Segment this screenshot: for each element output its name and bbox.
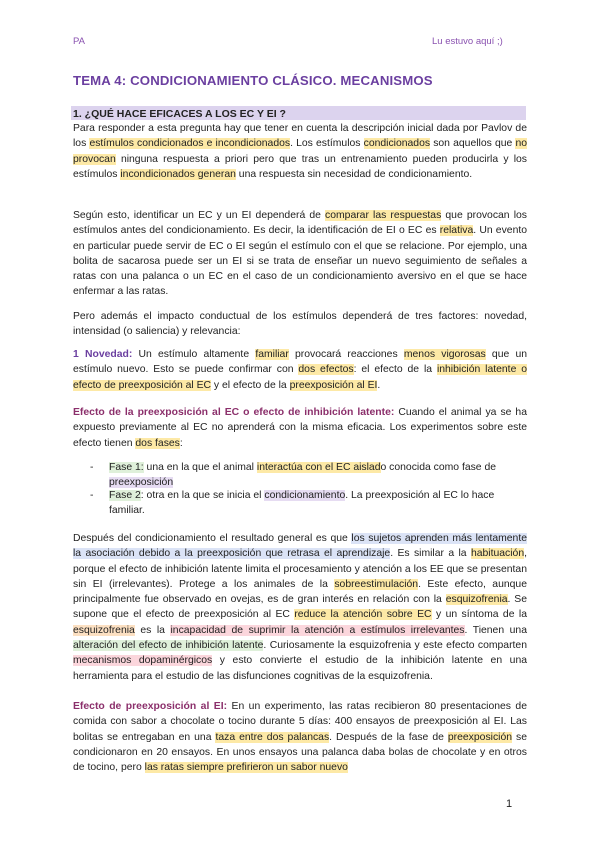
highlight: Fase 1: [109,462,144,473]
bullet-dash: - [90,462,94,473]
highlight: alteración del efecto de inhibición latente [73,640,264,652]
highlight: esquizofrenia [73,624,135,636]
highlight: condicionamiento [264,490,346,501]
list-item-fase-1: Fase 1: una en la que el animal interactúa con el EC aislado conocida como fase de preexposición [109,462,497,489]
highlight: preexposición al EI [289,379,378,391]
paragraph-novedad: 1 Novedad: Un estímulo altamente familiar provocará reacciones menos vigorosas que un estímulo nuevo. Esto se puede confirmar con dos efectos: el efecto de la inhibición latente o efecto de preexposición al EC y el efecto de la preexposición al EI. [73,349,528,391]
highlight: taza entre dos palancas [215,731,330,743]
highlight: los sujetos aprenden más lentamente la asociación debido a la preexposición que retrasa el aprendizaje [73,533,527,560]
section-heading: 1. ¿QUÉ HACE EFICACES A LOS EC Y EI ? [73,108,286,120]
highlight: dos efectos [298,364,354,376]
novedad-label: 1 Novedad: [73,349,133,360]
paragraph-inhibicion-latente: Efecto de la preexposición al EC o efecto de inhibición latente: Cuando el animal ya se ha expuesto previamente al EC no aprenderá con la misma eficacia. Los experimentos sobre este efecto tienen dos fases: [73,407,527,449]
paragraph-1: Para responder a esta pregunta hay que tener en cuenta la descripción inicial dada por Pavlov de los estímulos condicionados e incondicionados. Los estímulos condicionados son aquellos que no provocan ninguna respuesta a priori pero que tras un entrenamiento pueden producirla y los estímulos incondicionados generan una respuesta sin necesidad de condicionamiento. [73,123,528,180]
header-right: Lu estuvo aquí ;) [432,36,503,47]
paragraph-preexposicion-ei: Efecto de preexposición al EI: En un experimento, las ratas recibieron 80 presentaciones de comida con sabor a chocolate o tocino durante 5 días: 400 ensayos de preexposición al EI. Las bolitas se entregaban en una taza entre dos palancas. Después de la fase de preexposición se condicionaron en 20 ensayos. En unos ensayos una palanca daba bolas de chocolate y en otros de tocino, pero las ratas siempre prefirieron un sabor nuevo [73,701,527,774]
highlight: condicionados [363,138,431,150]
highlight: no provocan [73,138,528,165]
highlight: habituación [470,548,525,560]
bullet-dash: - [90,490,94,501]
highlight: Fase 2 [109,490,141,501]
highlight: incapacidad de suprimir la atención a estímulos irrelevantes [170,624,465,636]
paragraph-resultado: Después del condicionamiento el resultado general es que los sujetos aprenden más lentamente la asociación debido a la preexposición que retrasa el aprendizaje. Es similar a la habituación, porque el efecto de inhibición latente limita el procesamiento y atención a los EE que se presentan sin EI (irrelevantes). Protege a los animales de la sobreestimulación. Este efecto, aunque principalmente fue observado en ovejas, es de gran interés en relación con la esquizofrenia. Se supone que el efecto de preexposición al EC reduce la atención sobre EC y un síntoma de la esquizofrenia es la incapacidad de suprimir la atención a estímulos irrelevantes. Tienen una alteración del efecto de inhibición latente. Curiosamente la esquizofrenia y este efecto comparten mecanismos dopaminérgicos y esto convierte el estudio de la inhibición latente en una herramienta para el estudio de las disfunciones cognitivas de la esquizofrenia. [73,533,528,682]
subsection-label: Efecto de preexposición al EI: [73,701,228,712]
highlight: menos vigorosas [403,349,486,360]
highlight: relativa [439,225,474,237]
highlight: estímulos condicionados e incondicionados [89,138,291,150]
highlight: reduce la atención sobre EC [294,609,432,621]
paragraph-2: Según esto, identificar un EC y un EI dependerá de comparar las respuestas que provocan los estímulos antes del condicionamiento. Es decir, la identificación de EI o EC es relativa. Un evento en particular puede servir de EC o EI según el estímulo con el que se relacione. Por ejemplo, una bolita de sacarosa puede ser un EI si se trata de enseñar un nuevo seguimiento de señales a ratas con una palanca o un EC en el caso de un condicionamiento aversivo en el que se hace enfermar a las ratas. [73,210,528,298]
paragraph-3: Pero además el impacto conductual de los estímulos dependerá de tres factores: novedad, intensidad (o saliencia) y relevancia: [73,311,527,338]
header-left: PA [73,36,85,47]
highlight: preexposición [447,731,513,743]
highlight: familiar [255,349,289,360]
highlight: inhibición latente o efecto de preexposición al EC [73,364,528,391]
subsection-label: Efecto de la preexposición al EC o efecto de inhibición latente: [73,407,395,418]
highlight: las ratas siempre prefirieron un sabor nuevo [144,762,348,774]
page-title: TEMA 4: CONDICIONAMIENTO CLÁSICO. MECANISMOS [73,73,433,88]
highlight: incondicionados generan [120,168,236,180]
highlight: dos fases [135,437,180,449]
highlight: sobreestimulación [334,578,419,590]
highlight: esquizofrenia [445,594,508,606]
highlight: mecanismos dopaminérgicos [73,655,213,667]
highlight: interactúa con el EC aislad [256,462,381,473]
page-number: 1 [506,798,513,810]
highlight: preexposición [109,477,174,489]
list-item-fase-2: Fase 2: otra en la que se inicia el condicionamiento. La preexposición al EC lo hace familiar. [109,490,495,517]
highlight: comparar las respuestas [325,210,442,221]
